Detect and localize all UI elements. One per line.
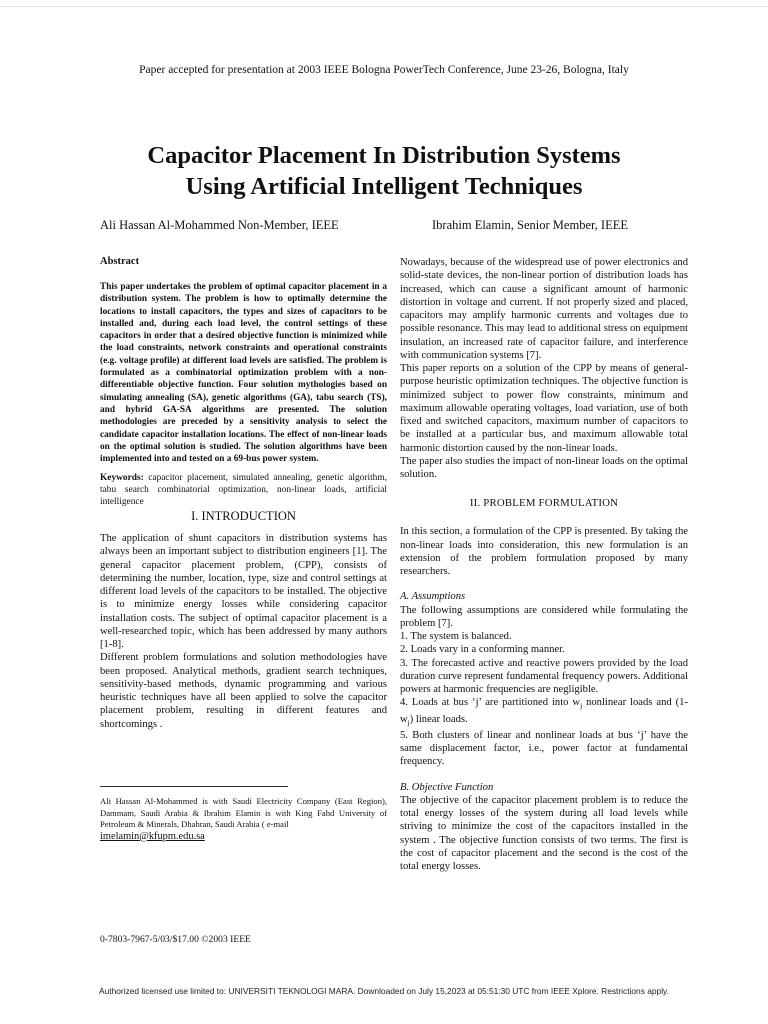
assumption-item-4 [400, 696, 688, 729]
author-right: Ibrahim Elamin, Senior Member, IEEE [432, 218, 628, 232]
keywords [100, 473, 387, 508]
top-rule [0, 6, 768, 7]
footnote-email: imelamin@kfupm.edu.sa [100, 830, 205, 842]
item4-part-b: nonlinear loads and (1- w [400, 697, 688, 725]
abstract-heading: Abstract [100, 256, 140, 267]
objective-function-subheading: B. Objective Function [400, 781, 494, 793]
left-column [100, 256, 387, 731]
assumption-item-1: 1. The system is balanced. [400, 631, 512, 642]
title-line-2: Using Artificial Intelligent Techniques [185, 173, 583, 200]
item4-part-a: 4. Loads at bus ‘j’ are partitioned into w [400, 697, 581, 709]
right-paragraph-3: The paper also studies the impact of non-linear loads on the optimal solution. [400, 455, 689, 480]
intro-paragraph-1: The application of shunt capacitors in distribution systems has always been an important subject to distribution engineers [1]. The general capacitor placement problem, (CPP), consists of determining the number, location, type, size and control settings at different load levels of the capacitors to be installed. The objective is to minimize energy losses while considering capacitor installation costs. The subject of optimal capacitor placement is a well-researched topic, which has been addressed by many authors [1-8]. [100, 533, 387, 651]
keywords-text: capacitor placement, simulated annealing, genetic algorithm, tabu search combinatorial optimization, non-linear loads, artificial intelligence [100, 473, 388, 507]
keywords-label: Keywords: [100, 473, 144, 484]
title-line-1: Capacitor Placement In Distribution Systems [147, 142, 621, 169]
right-paragraph-1: Nowadays, because of the widespread use of power electronics and solid-state devices, the non-linear portion of distribution loads has increased, which can cause a significant amount of harmonic distortion in voltage and current. If not properly sized and placed, capacitors may amplify harmonic currents and voltages due to possible resonance. This may lead to additional stress on equipment insulation, an increased rate of capacitor failure, and interference with communication systems [7]. [400, 257, 688, 361]
assumption-item-5: 5. Both clusters of linear and nonlinear loads at bus ‘j’ have the same displacement factor, i.e., power factor at fundamental frequency. [400, 729, 688, 768]
assumption-item-3: 3. The forecasted active and reactive powers provided by the load duration curve represent fundamental frequency powers. Additional powers at harmonic frequencies are negligible. [400, 657, 688, 695]
conference-note: Paper accepted for presentation at 2003 IEEE Bologna PowerTech Conference, June 23-26, Bologna, Italy [139, 64, 629, 76]
author-left: Ali Hassan Al-Mohammed Non-Member, IEEE [100, 218, 339, 232]
license-footer: Authorized licensed use limited to: UNIVERSITI TEKNOLOGI MARA. Downloaded on July 15,2023 at 05:51:30 UTC from IEEE Xplore. Restrictions apply. [99, 986, 669, 996]
item4-subscript-1: j [580, 701, 583, 711]
objective-function-paragraph: The objective of the capacitor placement problem is to reduce the total energy losses of the system during all load levels while striving to minimize the cost of the capacitors installed in the system . The objective function consists of two terms. The first is the cost of capacitor placement and the second is the cost of the total energy losses. [400, 794, 688, 873]
problem-formulation-heading: II. PROBLEM FORMULATION [469, 497, 619, 510]
paper-title [60, 140, 708, 202]
item4-subscript-2: j [407, 717, 410, 727]
assumptions-intro: The following assumptions are considered while formulating the problem [7]. [400, 604, 688, 629]
right-paragraph-2: This paper reports on a solution of the CPP by means of general-purpose heuristic optimization techniques. The objective function is minimized subject to power flow constraints, minimum and maximum allowable operating voltages, load variation, use of both fixed and switched capacitors, maximum number of capacitors to be installed at a particular bus, and maximum allowable total harmonic distortion caused by the non-linear loads. [400, 363, 688, 454]
right-column [400, 256, 688, 873]
footnote-rule [100, 786, 288, 787]
intro-paragraph-2: Different problem formulations and solution methodologies have been proposed. Analytical methods, gradient search techniques, sensitivity-based methods, dynamic programming and various heuristic techniques have all been applied to solve the capacitor placement problem, resulting in different features and shortcomings . [100, 652, 387, 730]
author-footnote [100, 796, 387, 842]
abstract-text: This paper undertakes the problem of optimal capacitor placement in a distribution system. The problem is how to optimally determine the locations to install capacitors, the types and sizes of capacitors to be installed and, during each load level, the control settings of these capacitors in order that a desired objective function is minimized while the load constraints, network constraints and operational constraints (e.g. voltage profile) at different load levels are satisfied. The problem is formulated as a combinatorial optimization problem with a non-differentiable objective function. Four solution mythologies based on simulating annealing (SA), genetic algorithms (GA), tabu search (TS), and hybrid GA-SA algorithms are presented. The solution methodologies are preceded by a sensitivity analysis to select the candidate capacitor installation locations. The effect of non-linear loads on the optimal solution is studied. The solution algorithms have been implemented into and tested on a 69-bus power system. [100, 282, 387, 465]
footnote-text: Ali Hassan Al-Mohammed is with Saudi Electricity Company (East Region), Dammam, Saudi Arabia & Ibrahim Elamin is with King Fahd University of Petroleum & Minerals, Dhahran, Saudi Arabia ( e-mail [100, 796, 387, 830]
formulation-paragraph: In this section, a formulation of the CPP is presented. By taking the non-linear loads into consideration, this new formulation is an extension of the problem formulation proposed by many researchers. [400, 526, 688, 577]
assumption-item-2: 2. Loads vary in a conforming manner. [400, 644, 565, 656]
copyright-line: 0-7803-7967-5/03/$17.00 ©2003 IEEE [100, 934, 251, 945]
item4-part-c: ) linear loads. [409, 713, 468, 725]
intro-heading: I. INTRODUCTION [191, 509, 296, 524]
assumptions-subheading: A. Assumptions [400, 591, 466, 603]
